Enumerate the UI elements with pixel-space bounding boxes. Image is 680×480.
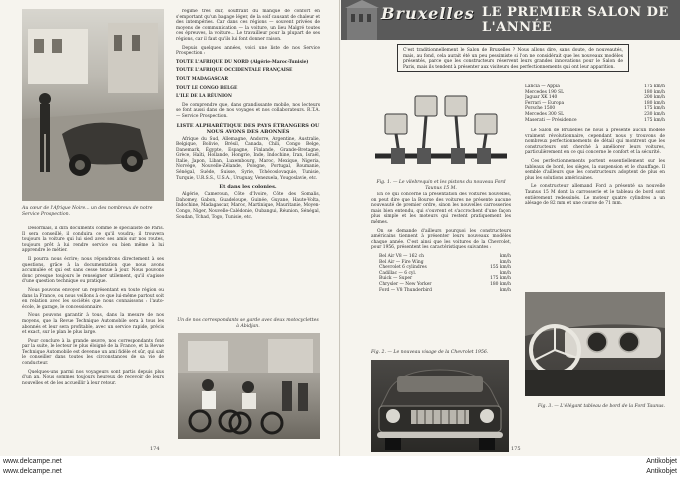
chevrolet-spec-list bbox=[379, 254, 511, 293]
spec-row: Chrysler — New Yorker 180 km/h bbox=[379, 281, 511, 287]
paragraph: régime très dur, souffrant du manque de confort en s'emportant qu'un bagage léger, de la soif causant de chaleur et des intempéries. Car dans ces régions — souvent privées de moyens de communication — la voiture, un lieu Malgré toutes ces épreuves, la voiture... Le travailleur pour la plupart de ses régions, car il faut qu'ils lui font donner raison. bbox=[176, 9, 320, 42]
left-page-right-column bbox=[176, 9, 320, 309]
footer-right-url: Antikobjet bbox=[646, 458, 677, 465]
spec-row: Mercedes 190 SL 180 km/h bbox=[525, 89, 665, 95]
spec-row: Chevrolet 6 cylindres 155 km/h bbox=[379, 265, 511, 271]
colonies-title: Et dans les colonies. bbox=[219, 184, 277, 191]
left-page-left-column bbox=[22, 226, 164, 446]
footer-right-url-repeat: Antikobjet bbox=[646, 468, 677, 475]
region-item: TOUTE L'AFRIQUE OCCIDENTALE FRANÇAISE bbox=[176, 68, 293, 74]
region-item: TOUTE L'AFRIQUE DU NORD (Algérie-Maroc-Tunisie) bbox=[176, 59, 309, 65]
country-list: Afrique du Sud, Allemagne, Andorre, Argentine, Australie, Belgique, Bolivie, Brésil, Canada, Chili, Congo Belge, Danemark, Égypte, Espagne, Finlande, Grande-Bretagne, Grèce, Haïti, Hollande, Hongrie, Inde, Indochine, Iran, Israël, Italie, Japon, Liban, Luxembourg, Maroc, Mexique, Nigeria, Norvège, Nouvelle-Zélande, Pologne, Portugal, Roumanie, Sénégal, Suède, Suisse, Syrie, Tchécoslovaquie, Tunisie, Turquie, U.R.S.S., U.S.A., Uruguay, Venezuela, Yougoslavie, etc. bbox=[176, 136, 320, 181]
dashboard-illustration bbox=[525, 292, 665, 396]
motorcycle-photo bbox=[178, 333, 320, 439]
dashboard-photo bbox=[525, 292, 665, 396]
article-intro-box: C'est traditionnellement le Salon de Bruxelles ? Nous allons dire, sans doute, de nouveautés, mais, au fond, cela aurait été un peu pessimiste si l'on ne considérait que les nouveaux modèles présentés, parce que les constructeurs réservent leurs grandes innovations pour le Salon de Paris, mais ils tendent à présenter aux visiteurs des perfectionnements qui ont leur apparition. bbox=[397, 44, 629, 72]
watermark-footer bbox=[0, 456, 680, 480]
spec-row: Bel Air V8 — 162 ch km/h bbox=[379, 253, 511, 259]
paragraph: Pour conclure à la grande œuvre, nos correspondants font par la suite, le lecteur le plus éloigné de la France, et la Revue Technique Automobile est devenue un ami fidèle et sûr, qui sait le conseiller dans toutes les circonstances de sa vie de conducteur. bbox=[22, 338, 164, 367]
paragraph: De comprendre que, dans grandissante mobile, nos lecteurs se font aussi dans de nos voyages et nos collaborateurs. R.T.A. — Service Prospection. bbox=[176, 102, 320, 119]
paragraph: Depuis quelques années, voici une liste de nos Service Prospection : bbox=[176, 45, 320, 57]
paragraph: Désormais, il dira documents comme le spécialiste de Paris. Il sera conseillé, il conduira ce qu'il voudra; il trouvera toujours la voiture qui lui sied avec ses amis sur nos routes, toujours prêt à lui rendre service ou bien même à lui apprendre le métier. bbox=[22, 226, 164, 254]
moto-photo-caption: Un de nos correspondants se garde avec deux motocyclettes à Abidjan. bbox=[177, 318, 319, 329]
spec-row: Maserati — Présidence 175 km/h bbox=[525, 117, 665, 123]
spec-row: Bel Air — Fire Wing km/h bbox=[379, 259, 511, 265]
paragraph: Ces perfectionnements portent essentiellement sur les tableaux de bord, les sièges, la suspension et le chauffage. Il semble d'ailleurs que les constructeurs adoptent de plus en plus les solutions américaines. bbox=[525, 158, 665, 181]
crankshaft-pistons-illustration bbox=[371, 84, 511, 176]
footer-left-url: www.delcampe.net bbox=[3, 458, 62, 465]
chevrolet-front-illustration bbox=[371, 360, 509, 452]
fig2-caption: Fig. 2. — Le nouveau visage de la Chevrolet 1956. bbox=[371, 350, 489, 355]
right-page-right-column bbox=[525, 128, 665, 288]
spec-row: Cadillac — 6 cyl. km/h bbox=[379, 270, 511, 276]
paragraph: Nous pouvons garantir à tous, dans la mesure de nos moyens, que la Revue Technique Automobile sera à tous les abonnés et leur sera profitable, avec un service rapide, précis et exact, sur le plan le plus large. bbox=[22, 313, 164, 336]
paragraph: Nous pouvons envoyer un représentant en toute région ou dans la France, ou nous veillons à ce que lui-même partout soit en relation avec les sociétés que nous connaissons : l'auto-école, le garage, le concessionnaire. bbox=[22, 287, 164, 310]
article-main-title: LE PREMIER SALON DE L'ANNÉE bbox=[482, 5, 669, 35]
footer-left-url-repeat: www.delcampe.net bbox=[3, 468, 62, 475]
spec-row: Mercedes 300 SL 230 km/h bbox=[525, 111, 665, 117]
left-page bbox=[0, 0, 340, 456]
paragraph: En ce qui concerne la présentation des voitures nouvelles, on peut dire que la Bourse des voitures ne présente aucune nouveauté de premier ordre, sinon les nouvelles carrosseries mais bien entendu, qui s'ouvrent et s'accrochent d'une façon plus simple et les moteurs qui restent pratiquement les mêmes. bbox=[371, 192, 511, 225]
colonies-list: Algérie, Cameroun, Côte d'Ivoire, Côte des Somalis, Dahomey, Gabon, Guadeloupe, Guinée, Guyane, Haute-Volta, Indochine, Madagascar, Maroc, Martinique, Mauritanie, Moyen-Congo, Niger, Nouvelle-Calédonie, Oubangui, Réunion, Sénégal, Soudan, Tchad, Togo, Tunisie, etc. bbox=[176, 192, 320, 220]
fig1-caption: Fig. 1. — Le vilebrequin et les pistons du nouveau Ford Taunus 15 M. bbox=[376, 180, 506, 191]
africa-photo-caption: Au cœur de l'Afrique Noire... un des nombreux de notre Service Prospection. bbox=[22, 206, 153, 217]
motorcycle-scene-illustration bbox=[178, 333, 320, 439]
paragraph: Le constructeur allemand Ford a présenté sa nouvelle Taunus 15 M dont la carrosserie et le tableau de bord sont entièrement redessinés. Le moteur quatre cylindres a un alésage de 82 mm et une course de 71 mm. bbox=[525, 184, 665, 207]
spec-row: Jaguar XK 140 200 km/h bbox=[525, 95, 665, 101]
region-item: TOUT MADAGASCAR bbox=[176, 76, 229, 82]
paragraph: On se demande d'ailleurs pourquoi les constructeurs américains tiennent à présenter leurs nouveaux modèles chaque année. C'est ainsi que les voitures de la Chevrolet, pour 1956, présentent les caractéristiques suivantes : bbox=[371, 228, 511, 251]
region-item: TOUT LE CONGO BELGE bbox=[176, 85, 238, 91]
spec-row: Porsche 1500 175 km/h bbox=[525, 106, 665, 112]
chevrolet-photo bbox=[371, 360, 509, 452]
fig3-caption: Fig. 3. — L'élégant tableau de bord de la Ford Taunus. bbox=[537, 404, 665, 409]
spec-row: Ford — V8 Thunderbird km/h bbox=[379, 287, 511, 293]
country-list-title: LISTE ALPHABÉTIQUE DES PAYS ÉTRANGERS OU NOUS AVONS DES ABONNÉS bbox=[176, 122, 320, 135]
paragraph: Quelques-uns parmi nos voyageurs sont partis depuis plus d'un an. Nous sommes toujours heureux de recevoir de leurs nouvelles et de les accueillir à leur retour. bbox=[22, 369, 164, 386]
speed-spec-list bbox=[525, 84, 665, 123]
region-item: L'ILE DE LA RÉUNION bbox=[176, 94, 232, 100]
spec-row: Ferrari — Europa 180 km/h bbox=[525, 100, 665, 106]
right-page-left-column bbox=[371, 192, 511, 342]
paragraph: Il pourra nous écrire; nous répondrons directement à ses questions, grâce à la documentation que nous avons accumulée et qui est sans cesse tenue à jour. Nous pouvons donc presque toujours le renseigner utilement, qu'il s'agisse d'une question technique ou pratique. bbox=[22, 256, 164, 285]
africa-car-photo bbox=[22, 9, 164, 201]
article-title-band bbox=[341, 0, 680, 40]
article-script-title: Bruxelles bbox=[381, 4, 475, 23]
right-page-number: 175 bbox=[511, 446, 521, 452]
right-page-specs bbox=[525, 84, 665, 124]
right-page bbox=[341, 0, 680, 456]
africa-scene-illustration bbox=[22, 9, 164, 201]
left-page-number: 174 bbox=[150, 446, 160, 452]
spec-row: Lancia — Appia 175 km/h bbox=[525, 84, 665, 89]
paragraph: Le Salon de Bruxelles ne nous a présenté aucun modèle vraiment révolutionnaire, cependant nous y trouvons de nombreux perfectionnements de détail qui montrent que les constructeurs ont cherché à améliorer leurs voitures, particulièrement en ce qui concerne le confort et la sécurité. bbox=[525, 128, 665, 156]
spec-row: Buick — Super 175 km/h bbox=[379, 276, 511, 282]
pistons-figure bbox=[371, 84, 511, 176]
